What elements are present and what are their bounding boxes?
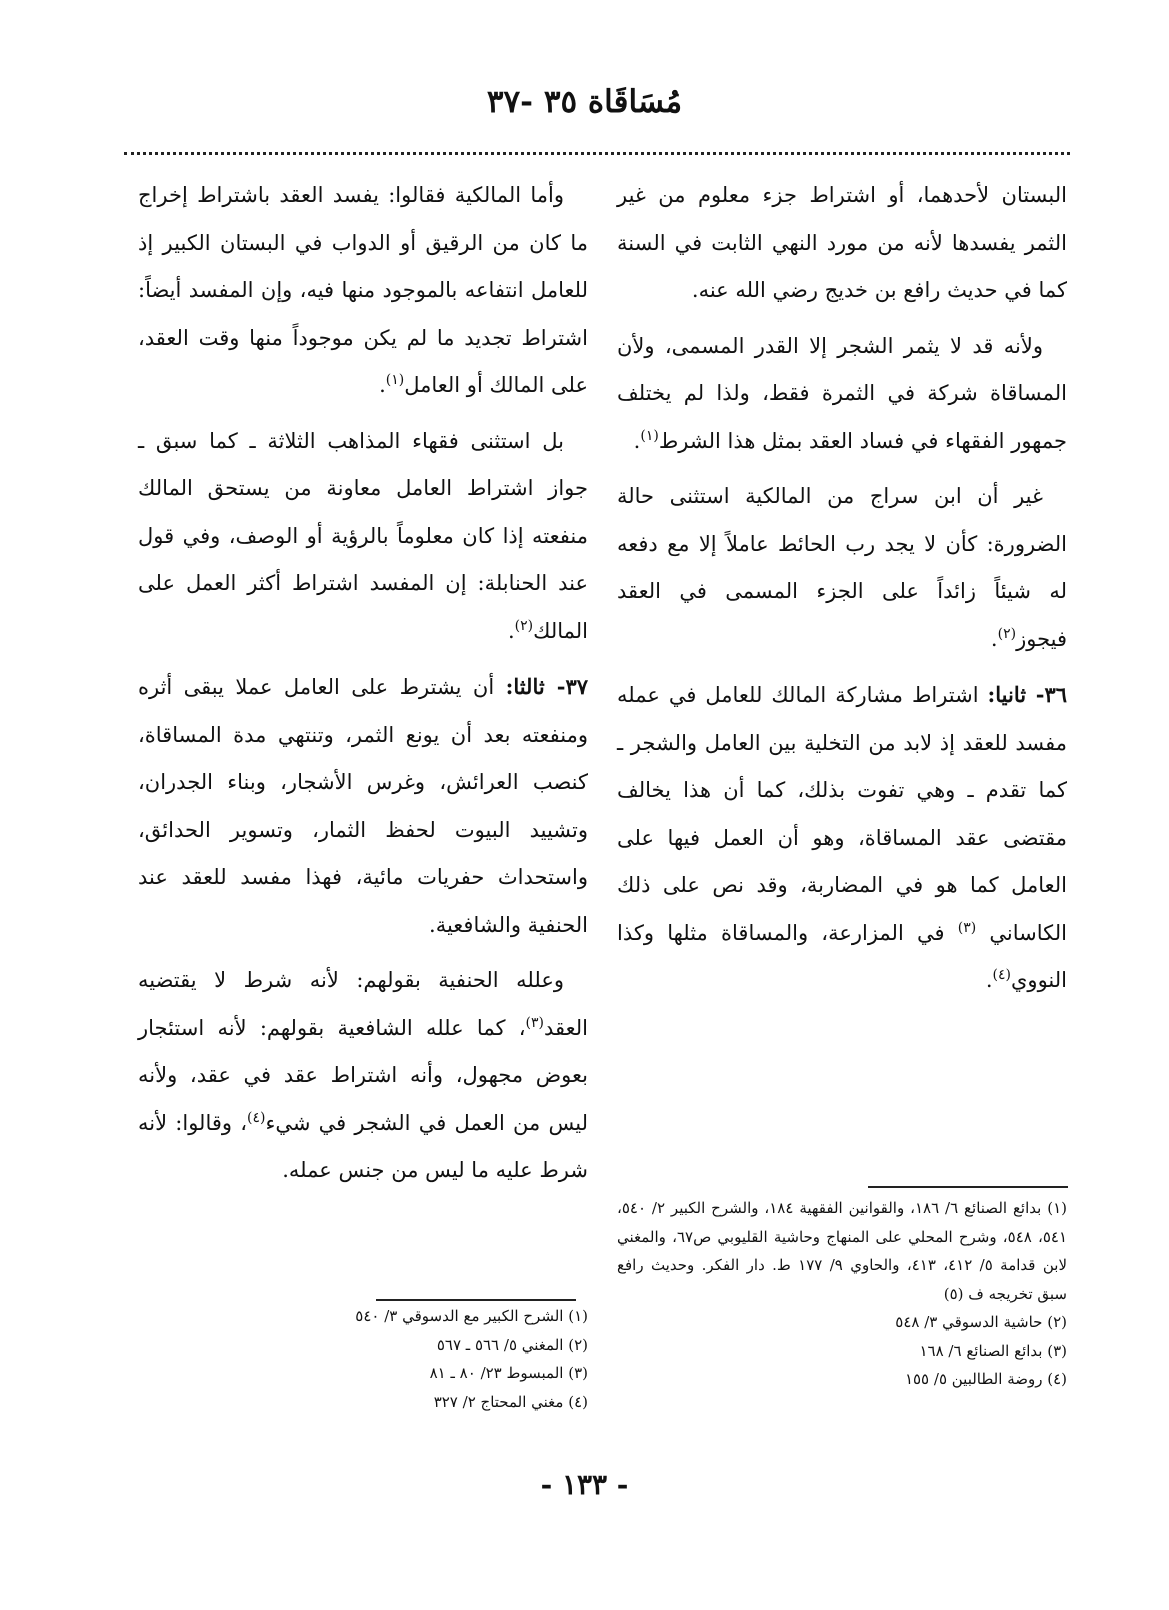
paragraph: غير أن ابن سراج من المالكية استثنى حالة الضرورة: كأن لا يجد رب الحائط عاملاً إلا مع دفعه له شيئاً زائداً على الجزء المسمى في العقد فيجوز$^{(٢)}$. [617, 484, 1067, 651]
footnote-ref: (٤) [247, 1109, 266, 1126]
section-36-paragraph: ٣٦- ثانيا: اشتراط مشاركة المالك للعامل في عمله مفسد للعقد إذ لابد من التخلية بين العامل والشجر ـ كما تقدم ـ وهي تفوت بذلك، كما أن هذا يخالف مقتضى عقد المساقاة، وهو أن العمل فيها على العامل كما هو في المضاربة، وقد نص على ذلك الكاساني $^{(٣)}$ في المزارعة، والمساقاة مثلها وكذا النووي$^{(٤)}$. [617, 682, 1067, 992]
page-number: - ١٣٣ - [540, 1468, 629, 1501]
footnote-ref: (٢) [514, 617, 534, 634]
paragraph: البستان لأحدهما، أو اشتراط جزء معلوم من غير الثمر يفسدها لأنه من مورد النهي الثابت في السنة كما في حديث رافع بن خديج رضي الله عنه. [617, 183, 1067, 302]
footnote-ref: (١) [385, 372, 405, 388]
footnote-ref: (٤) [992, 967, 1011, 983]
paragraph: ولأنه قد لا يثمر الشجر إلا القدر المسمى، ولأن المساقاة شركة في الثمرة فقط، ولذا لم يختلف جمهور الفقهاء في فساد العقد بمثل هذا الشرط$^{(١)}$. [617, 333, 1067, 453]
page-header-title: مُسَاقَاة ٣٥ -٣٧ [486, 84, 683, 120]
section-37-paragraph: ٣٧- ثالثا: أن يشترط على العامل عملا يبقى أثره ومنفعته بعد أن يونع الثمر، وتنتهي مدة المساقاة، كنصب العرائش، وغرس الأشجار، وبناء الجدران، وتشييد البيوت لحفظ الثمار، وتسوير الحدائق، واستحداث حفريات مائية، فهذا مفسد للعقد عند الحنفية والشافعية. [138, 674, 588, 937]
header-dotted-divider [124, 152, 1070, 155]
footnote: (٢) حاشية الدسوقي ٣/ ٥٤٨ [895, 1313, 1067, 1331]
footnote: (١) بدائع الصنائع ٦/ ١٨٦، والقوانين الفقهية ١٨٤، والشرح الكبير ٢/ ٥٤٠، ٥٤١، ٥٤٨، وشرح المحلي على المنهاج وحاشية القليوبي ص٦٧، والمغني لابن قدامة ٥/ ٤١٢، ٤١٣، والحاوي ٩/ ١٧٧ ط. دار الفكر. وحديث رافع سبق تخريجه ف (٥) [617, 1199, 1068, 1303]
paragraph: بل استثنى فقهاء المذاهب الثلاثة ـ كما سبق ـ جواز اشتراط العامل معاونة من يستحق المالك منفعته إذا كان معلوماً بالرؤية أو الوصف، وفي قول عند الحنابلة: إن المفسد اشتراط أكثر العمل على المالك$^{(٢)}$. [138, 428, 588, 643]
right-column [617, 172, 1067, 1013]
section-37-label: ٣٧- ثالثا: [505, 674, 588, 699]
paragraph: وأما المالكية فقالوا: يفسد العقد باشتراط إخراج ما كان من الرقيق أو الدواب في البستان الكبير إذ للعامل انتفاعه بالموجود منها فيه، وإن المفسد أيضاً: اشتراط تجديد ما لم يكن موجوداً منها وقت العقد، على المالك أو العامل$^{(١)}$. [138, 183, 588, 397]
footnote: (١) الشرح الكبير مع الدسوقي ٣/ ٥٤٠ [355, 1307, 588, 1325]
footnote-ref: (٣) [957, 919, 977, 936]
footnotes-left [138, 1302, 588, 1416]
footnote: (٤) روضة الطالبين ٥/ ١٥٥ [904, 1370, 1067, 1388]
left-column [138, 172, 588, 1203]
footnote: (٤) مغني المحتاج ٢/ ٣٢٧ [433, 1392, 588, 1411]
footnote-ref: (٢) [997, 625, 1017, 642]
footnotes-right [617, 1194, 1067, 1394]
footnote: (٣) المبسوط ٢٣/ ٨٠ ـ ٨١ [429, 1364, 588, 1382]
footnote: (٢) المغني ٥/ ٥٦٦ ـ ٥٦٧ [436, 1335, 588, 1354]
footnote-ref: (١) [640, 427, 659, 444]
section-36-label: ٣٦- ثانيا: [987, 682, 1067, 707]
footnote-ref: (٣) [525, 1014, 544, 1031]
footnote: (٣) بدائع الصنائع ٦/ ١٦٨ [919, 1341, 1067, 1360]
footnote-divider-left [376, 1299, 576, 1301]
paragraph: وعلله الحنفية بقولهم: لأنه شرط لا يقتضيه العقد$^{(٣)}$، كما علله الشافعية بقولهم: لأنه استئجار بعوض مجهول، وأنه اشتراط عقد في عقد، ولأنه ليس من العمل في الشجر في شيء$^{(٤)}$، وقالوا: لأنه شرط عليه ما ليس من جنس عمله. [138, 968, 588, 1182]
footnote-divider-right [868, 1186, 1068, 1188]
